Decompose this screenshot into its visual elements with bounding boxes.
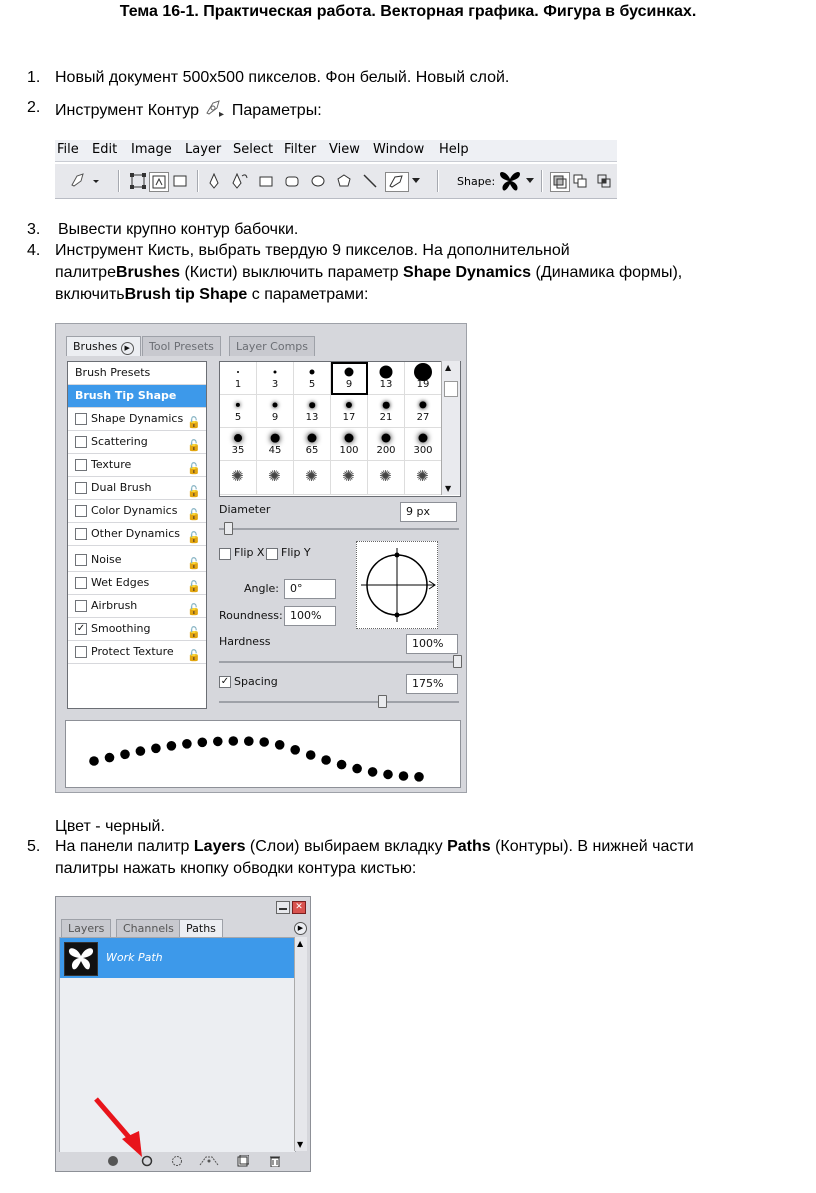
spacing-slider-track[interactable] — [219, 701, 459, 703]
scatter-brush-tip[interactable]: ✺ — [294, 461, 331, 495]
hardness-label: Hardness — [219, 635, 271, 648]
brush-tip-45[interactable] — [257, 428, 294, 461]
brush-tip-19[interactable] — [405, 362, 442, 395]
menu-item-help[interactable]: Help — [439, 142, 469, 157]
stroke-dot — [198, 738, 208, 748]
lock-icon[interactable]: 🔓 — [187, 416, 201, 429]
brush-option-shape-dynamics[interactable] — [68, 408, 206, 431]
option-checkbox[interactable] — [75, 577, 87, 589]
brush-tip-dot — [380, 366, 393, 379]
brush-tip-200[interactable] — [368, 428, 405, 461]
tab-brushes[interactable]: Brushes ▶ — [66, 336, 141, 356]
freeform-pen-icon[interactable] — [231, 172, 249, 190]
stroke-dot — [213, 737, 223, 747]
stroke-dot — [383, 770, 393, 780]
chevron-down-icon[interactable] — [525, 172, 535, 190]
step-text: Вывести крупно контур бабочки. — [58, 221, 299, 238]
lock-icon[interactable]: 🔓 — [187, 626, 201, 639]
option-label: Other Dynamics — [91, 527, 180, 540]
color-note: Цвет - черный. — [55, 818, 165, 835]
lock-icon[interactable]: 🔓 — [187, 603, 201, 616]
diameter-label: Diameter — [219, 503, 271, 516]
rectangle-tool-icon[interactable] — [257, 172, 275, 190]
stroke-dot — [136, 746, 146, 756]
brushes-palette — [55, 323, 467, 793]
create-new-shape-icon[interactable] — [550, 172, 570, 192]
scatter-brush-tip[interactable]: ✺ — [220, 461, 257, 495]
minimize-icon[interactable] — [276, 901, 290, 914]
brush-tip-9[interactable] — [257, 395, 294, 428]
shape-label: Shape: — [457, 175, 496, 188]
flip-x-label: Flip X — [234, 546, 265, 559]
hardness-field[interactable]: 100% — [406, 634, 458, 654]
option-label: Protect Texture — [91, 645, 174, 658]
step-text: Параметры: — [231, 102, 322, 119]
brush-tip-5[interactable] — [220, 395, 257, 428]
brush-options-list — [67, 361, 207, 709]
menu-item-view[interactable]: View — [329, 142, 360, 157]
butterfly-shape-picker[interactable] — [498, 170, 522, 192]
separator — [118, 170, 120, 192]
stroke-preview — [65, 720, 461, 788]
ellipse-tool-icon[interactable] — [309, 172, 327, 190]
menu-item-filter[interactable]: Filter — [284, 142, 317, 157]
tab-channels[interactable]: Channels — [116, 919, 181, 937]
brush-option-wet-edges[interactable] — [68, 572, 206, 595]
spacing-slider-knob[interactable] — [378, 695, 387, 708]
menu-item-select[interactable]: Select — [233, 142, 274, 157]
stroke-dot — [368, 767, 378, 777]
brush-option-airbrush[interactable] — [68, 595, 206, 618]
diameter-field[interactable]: 9 px — [400, 502, 457, 522]
brush-size-label: 19 — [416, 379, 430, 390]
brush-size-label: 17 — [342, 412, 356, 423]
brush-option-scattering[interactable] — [68, 431, 206, 454]
spacing-field[interactable]: 175% — [406, 674, 458, 694]
lock-icon[interactable]: 🔓 — [187, 649, 201, 662]
paths-scrollbar[interactable] — [294, 937, 307, 1151]
stroke-dot — [167, 741, 177, 751]
brush-size-label: 100 — [339, 445, 359, 456]
brush-size-label: 27 — [416, 412, 430, 423]
shape-layers-icon[interactable] — [129, 172, 147, 190]
tab-paths[interactable]: Paths — [179, 919, 223, 937]
brush-tip-dot — [346, 402, 352, 408]
palette-menu-icon[interactable]: ▶ — [121, 342, 134, 355]
lock-icon[interactable]: 🔓 — [187, 557, 201, 570]
brush-option-color-dynamics[interactable] — [68, 500, 206, 523]
lock-icon[interactable]: 🔓 — [187, 439, 201, 452]
scatter-brush-tip[interactable]: ✺ — [331, 461, 368, 495]
scroll-down-icon[interactable]: ▼ — [297, 1140, 304, 1149]
make-work-path-icon[interactable] — [198, 1155, 220, 1167]
lock-icon[interactable]: 🔓 — [187, 462, 201, 475]
brush-size-label: 200 — [376, 445, 396, 456]
option-checkbox[interactable] — [75, 436, 87, 448]
brush-size-label: 13 — [305, 412, 319, 423]
brush-tip-1[interactable] — [220, 362, 257, 395]
option-label: Smoothing — [91, 622, 151, 635]
brush-tip-dot — [382, 434, 391, 443]
paths-mode-icon[interactable] — [149, 172, 169, 192]
menu-item-window[interactable]: Window — [373, 142, 425, 157]
step-4-line-2: палитреBrushes (Кисти) выключить параметр Shape Dynamics (Динамика формы), — [55, 264, 683, 281]
brush-tip-27[interactable] — [405, 395, 442, 428]
option-checkbox[interactable] — [75, 413, 87, 425]
stroke-dot — [306, 750, 316, 760]
brush-tip-dot — [271, 434, 280, 443]
brush-tip-dot — [345, 368, 354, 377]
step-4-line-3: включитьBrush tip Shape с параметрами: — [55, 286, 369, 303]
trash-icon[interactable] — [268, 1155, 282, 1167]
brush-option-noise[interactable] — [68, 549, 206, 572]
option-label: Shape Dynamics — [91, 412, 184, 425]
roundness-field[interactable]: 100% — [284, 606, 336, 626]
brush-option-other-dynamics[interactable] — [68, 523, 206, 546]
brush-presets-item[interactable]: Brush Presets — [68, 362, 206, 385]
brush-tip-dot — [345, 434, 354, 443]
lock-icon[interactable]: 🔓 — [187, 580, 201, 593]
option-label: Texture — [91, 458, 132, 471]
brush-size-label: 5 — [234, 412, 242, 423]
brush-tip-dot — [273, 403, 278, 408]
option-label: Airbrush — [91, 599, 138, 612]
brush-size-label: 9 — [271, 412, 279, 423]
brush-size-label: 5 — [308, 379, 316, 390]
flip-y-label: Flip Y — [281, 546, 311, 559]
option-label: Dual Brush — [91, 481, 152, 494]
stroke-dot — [259, 737, 269, 747]
tool-preset-picker[interactable] — [69, 172, 103, 190]
intersect-shape-icon[interactable] — [595, 172, 613, 190]
brush-tip-dot — [308, 434, 317, 443]
new-path-icon[interactable] — [236, 1155, 250, 1167]
step-number: 2. — [27, 99, 41, 116]
option-checkbox[interactable] — [75, 554, 87, 566]
stroke-dot — [321, 755, 331, 765]
stroke-dot — [414, 772, 424, 782]
tab-layer-comps[interactable]: Layer Comps — [229, 336, 315, 356]
stroke-dot — [229, 736, 239, 746]
custom-shape-tool-icon[interactable] — [385, 172, 409, 192]
brush-tip-35[interactable] — [220, 428, 257, 461]
svg-text:▸: ▸ — [219, 109, 225, 119]
lock-icon[interactable]: 🔓 — [187, 485, 201, 498]
separator — [197, 170, 199, 192]
brush-size-label: 45 — [268, 445, 282, 456]
option-checkbox[interactable]: ✓ — [76, 623, 86, 634]
scroll-thumb[interactable] — [444, 381, 458, 397]
step-5-line-2: палитры нажать кнопку обводки контура кистью: — [55, 860, 417, 877]
brush-tip-grid — [219, 361, 461, 497]
menu-item-file[interactable]: File — [57, 142, 79, 157]
brush-tip-5[interactable] — [294, 362, 331, 395]
path-name: Work Path — [106, 951, 163, 964]
angle-field[interactable]: 0° — [284, 579, 336, 599]
step-number: 1. — [27, 69, 41, 86]
stroke-dot — [352, 764, 362, 774]
angle-roundness-preview[interactable] — [356, 541, 438, 629]
brush-tip-dot — [236, 403, 240, 407]
polygon-tool-icon[interactable] — [335, 172, 353, 190]
work-path-row[interactable] — [60, 938, 295, 978]
options-bar — [55, 163, 617, 199]
menu-item-edit[interactable]: Edit — [92, 142, 118, 157]
flip-x-checkbox[interactable] — [219, 548, 231, 560]
option-checkbox[interactable] — [75, 528, 87, 540]
option-checkbox[interactable] — [75, 505, 87, 517]
brush-tip-300[interactable] — [405, 428, 442, 461]
pen-tool-icon — [203, 97, 227, 117]
stroke-dot — [105, 753, 115, 763]
tab-tool-presets[interactable]: Tool Presets — [142, 336, 221, 356]
option-label: Wet Edges — [91, 576, 150, 589]
stroke-dot — [151, 744, 161, 754]
step-text: Новый документ 500х500 пикселов. Фон белый. Новый слой. — [55, 69, 510, 86]
stroke-dot — [275, 740, 285, 750]
stroke-dot — [337, 760, 347, 770]
stroke-dot — [244, 736, 254, 746]
brush-tip-13[interactable] — [368, 362, 405, 395]
scroll-up-icon[interactable]: ▲ — [297, 939, 304, 948]
diameter-slider-knob[interactable] — [224, 522, 233, 535]
scroll-up-icon[interactable]: ▲ — [445, 363, 452, 372]
step-number: 3. — [27, 221, 41, 238]
brush-tip-65[interactable] — [294, 428, 331, 461]
lock-icon[interactable]: 🔓 — [187, 508, 201, 521]
brush-tip-17[interactable] — [331, 395, 368, 428]
brush-tip-shape-item[interactable]: Brush Tip Shape — [68, 385, 206, 408]
option-checkbox[interactable] — [75, 600, 87, 612]
roundness-label: Roundness: — [219, 609, 283, 622]
scatter-brush-tip[interactable]: ✺ — [368, 461, 405, 495]
brush-option-protect-texture[interactable] — [68, 641, 206, 664]
flip-y-checkbox[interactable] — [266, 548, 278, 560]
brush-option-texture[interactable] — [68, 454, 206, 477]
brush-size-label: 13 — [379, 379, 393, 390]
brush-tip-dot — [383, 402, 390, 409]
tab-layers[interactable]: Layers — [61, 919, 111, 937]
menu-item-image[interactable]: Image — [131, 142, 172, 157]
brush-size-label: 35 — [231, 445, 245, 456]
load-path-as-selection-icon[interactable] — [170, 1155, 184, 1167]
hardness-slider-knob[interactable] — [453, 655, 462, 668]
line-tool-icon[interactable] — [361, 172, 379, 190]
brush-size-label: 21 — [379, 412, 393, 423]
brush-tip-dot — [419, 401, 426, 408]
step-number: 5. — [27, 838, 41, 855]
stroke-dot — [290, 745, 300, 755]
separator — [437, 170, 439, 192]
brush-tip-dot — [309, 402, 315, 408]
brush-tip-21[interactable] — [368, 395, 405, 428]
brush-tip-dot — [237, 371, 239, 373]
red-arrow-pointer — [90, 1095, 150, 1160]
brush-option-smoothing[interactable] — [68, 618, 206, 641]
hardness-slider-track[interactable] — [219, 661, 459, 663]
pen-icon[interactable] — [205, 172, 223, 190]
brush-tip-3[interactable] — [257, 362, 294, 395]
diameter-slider-track[interactable] — [219, 528, 459, 530]
brush-tip-dot — [274, 371, 277, 374]
separator — [541, 170, 543, 192]
brush-size-label: 9 — [345, 379, 353, 390]
rounded-rectangle-icon[interactable] — [283, 172, 301, 190]
brush-option-dual-brush[interactable] — [68, 477, 206, 500]
brush-tip-dot — [310, 370, 315, 375]
brush-tip-9[interactable] — [331, 362, 368, 395]
page-title: Тема 16-1. Практическая работа. Векторная графика. Фигура в бусинках. — [119, 3, 697, 20]
brush-size-label: 3 — [271, 379, 279, 390]
add-to-shape-icon[interactable] — [571, 172, 589, 190]
spacing-checkbox[interactable]: ✓ — [220, 676, 230, 687]
stroke-dot — [399, 771, 409, 781]
menu-item-layer[interactable]: Layer — [185, 142, 222, 157]
brush-tip-dot — [234, 434, 242, 442]
brush-tip-dot — [419, 434, 428, 443]
option-label: Noise — [91, 553, 122, 566]
option-label: Color Dynamics — [91, 504, 178, 517]
brush-tip-100[interactable] — [331, 428, 368, 461]
spacing-label: Spacing — [234, 675, 278, 688]
dotted-stroke — [66, 721, 460, 787]
brush-size-label: 65 — [305, 445, 319, 456]
lock-icon[interactable]: 🔓 — [187, 531, 201, 544]
scatter-brush-tip[interactable]: ✺ — [257, 461, 294, 495]
brush-tip-13[interactable] — [294, 395, 331, 428]
path-thumbnail — [64, 942, 98, 976]
close-icon[interactable]: ✕ — [292, 901, 306, 914]
step-number: 4. — [27, 242, 41, 259]
option-label: Scattering — [91, 435, 148, 448]
menu-bar — [55, 140, 617, 162]
scatter-brush-tip[interactable]: ✺ — [405, 461, 442, 495]
option-checkbox[interactable] — [75, 459, 87, 471]
palette-menu-icon[interactable]: ▶ — [294, 922, 307, 935]
chevron-down-icon[interactable] — [411, 172, 421, 190]
option-checkbox[interactable] — [75, 482, 87, 494]
step-text: Инструмент Контур — [55, 102, 199, 119]
stroke-dot — [120, 750, 130, 760]
scroll-down-icon[interactable]: ▼ — [445, 484, 452, 493]
fill-pixels-icon[interactable] — [171, 172, 189, 190]
brush-grid-scrollbar[interactable] — [441, 361, 460, 495]
brush-size-label: 1 — [234, 379, 242, 390]
option-checkbox[interactable] — [75, 646, 87, 658]
stroke-dot — [89, 756, 99, 766]
step-text: Инструмент Кисть, выбрать твердую 9 пикселов. На дополнительной — [55, 242, 570, 259]
angle-label: Angle: — [244, 582, 280, 595]
stroke-dot — [182, 739, 192, 749]
brush-size-label: 300 — [413, 445, 433, 456]
